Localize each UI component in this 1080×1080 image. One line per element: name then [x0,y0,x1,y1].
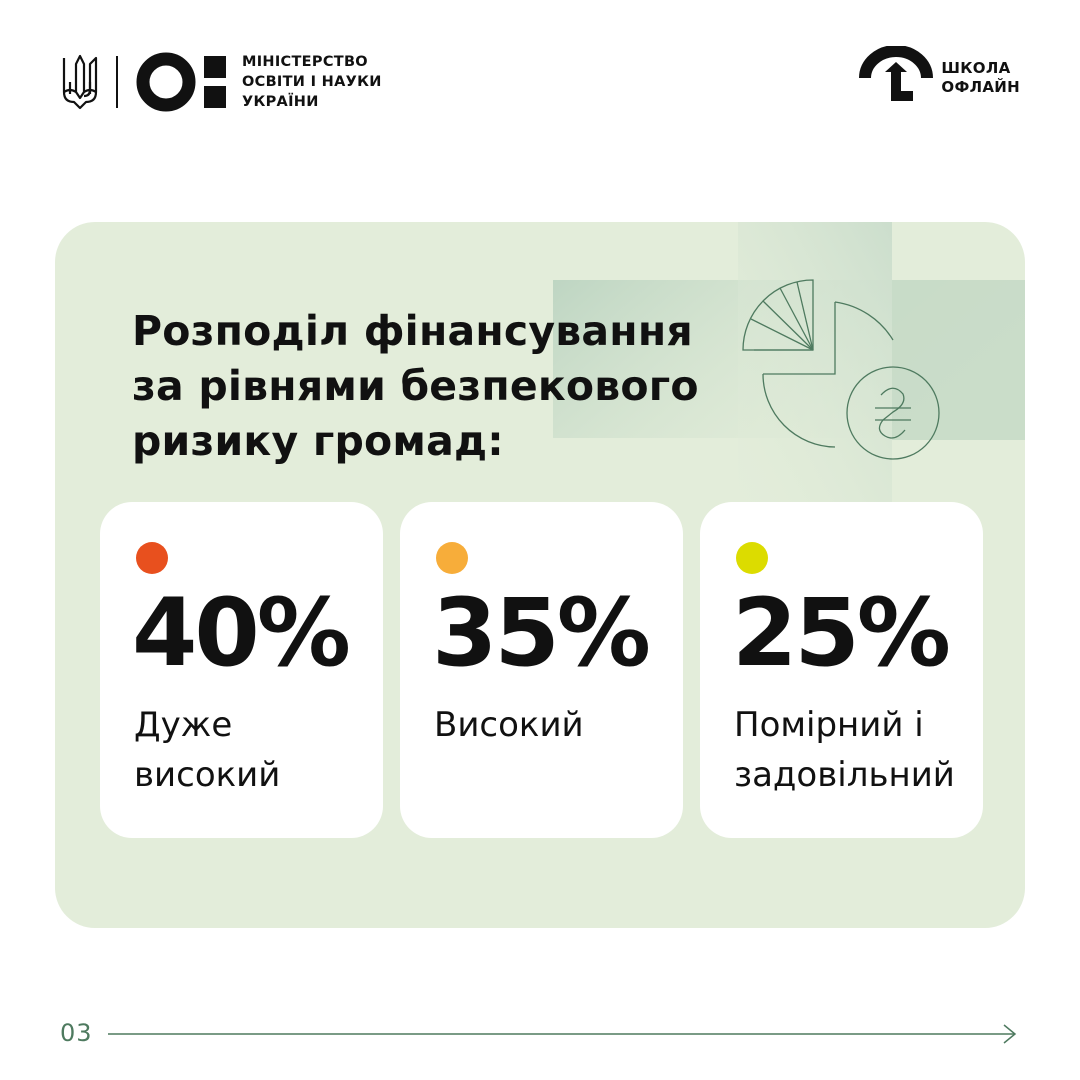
risk-label-line: Помірний і [734,705,924,745]
school-offline-logo-group [859,46,1020,110]
title-line: за рівнями безпекового [132,362,699,410]
risk-label-line: Дуже [134,705,233,745]
page-number: 03 [60,1019,93,1047]
title-line: ризику громад: [132,417,504,465]
ministry-logo-group [60,50,382,114]
page-title [132,304,699,469]
risk-label-line: високий [134,755,281,795]
risk-label [434,700,584,750]
school-offline-logo-icon [859,46,933,110]
risk-card-high [400,502,683,838]
school-name-line: ОФЛАЙН [941,78,1020,96]
risk-percent: 40% [132,579,348,688]
ministry-name-line: ОСВІТИ І НАУКИ [242,74,382,90]
risk-card-moderate [700,502,983,838]
risk-label [734,700,955,800]
arrow-right-icon [108,1022,1020,1046]
risk-dot [436,542,468,574]
risk-label-line: Високий [434,705,584,745]
ministry-name [242,52,382,112]
risk-dot [736,542,768,574]
school-name-line: ШКОЛА [941,59,1011,77]
risk-label [134,700,280,800]
risk-card-very-high [100,502,383,838]
mon-logo-icon [136,52,228,112]
trident-icon [60,52,100,112]
title-line: Розподіл фінансування [132,307,693,355]
logo-divider [116,56,118,108]
risk-percent: 25% [732,579,948,688]
risk-label-line: задовільний [734,755,955,795]
content-panel [55,222,1025,928]
risk-dot [136,542,168,574]
school-offline-name [941,59,1020,97]
ministry-name-line: МІНІСТЕРСТВО [242,54,368,70]
risk-percent: 35% [432,579,648,688]
ministry-name-line: УКРАЇНИ [242,94,319,110]
